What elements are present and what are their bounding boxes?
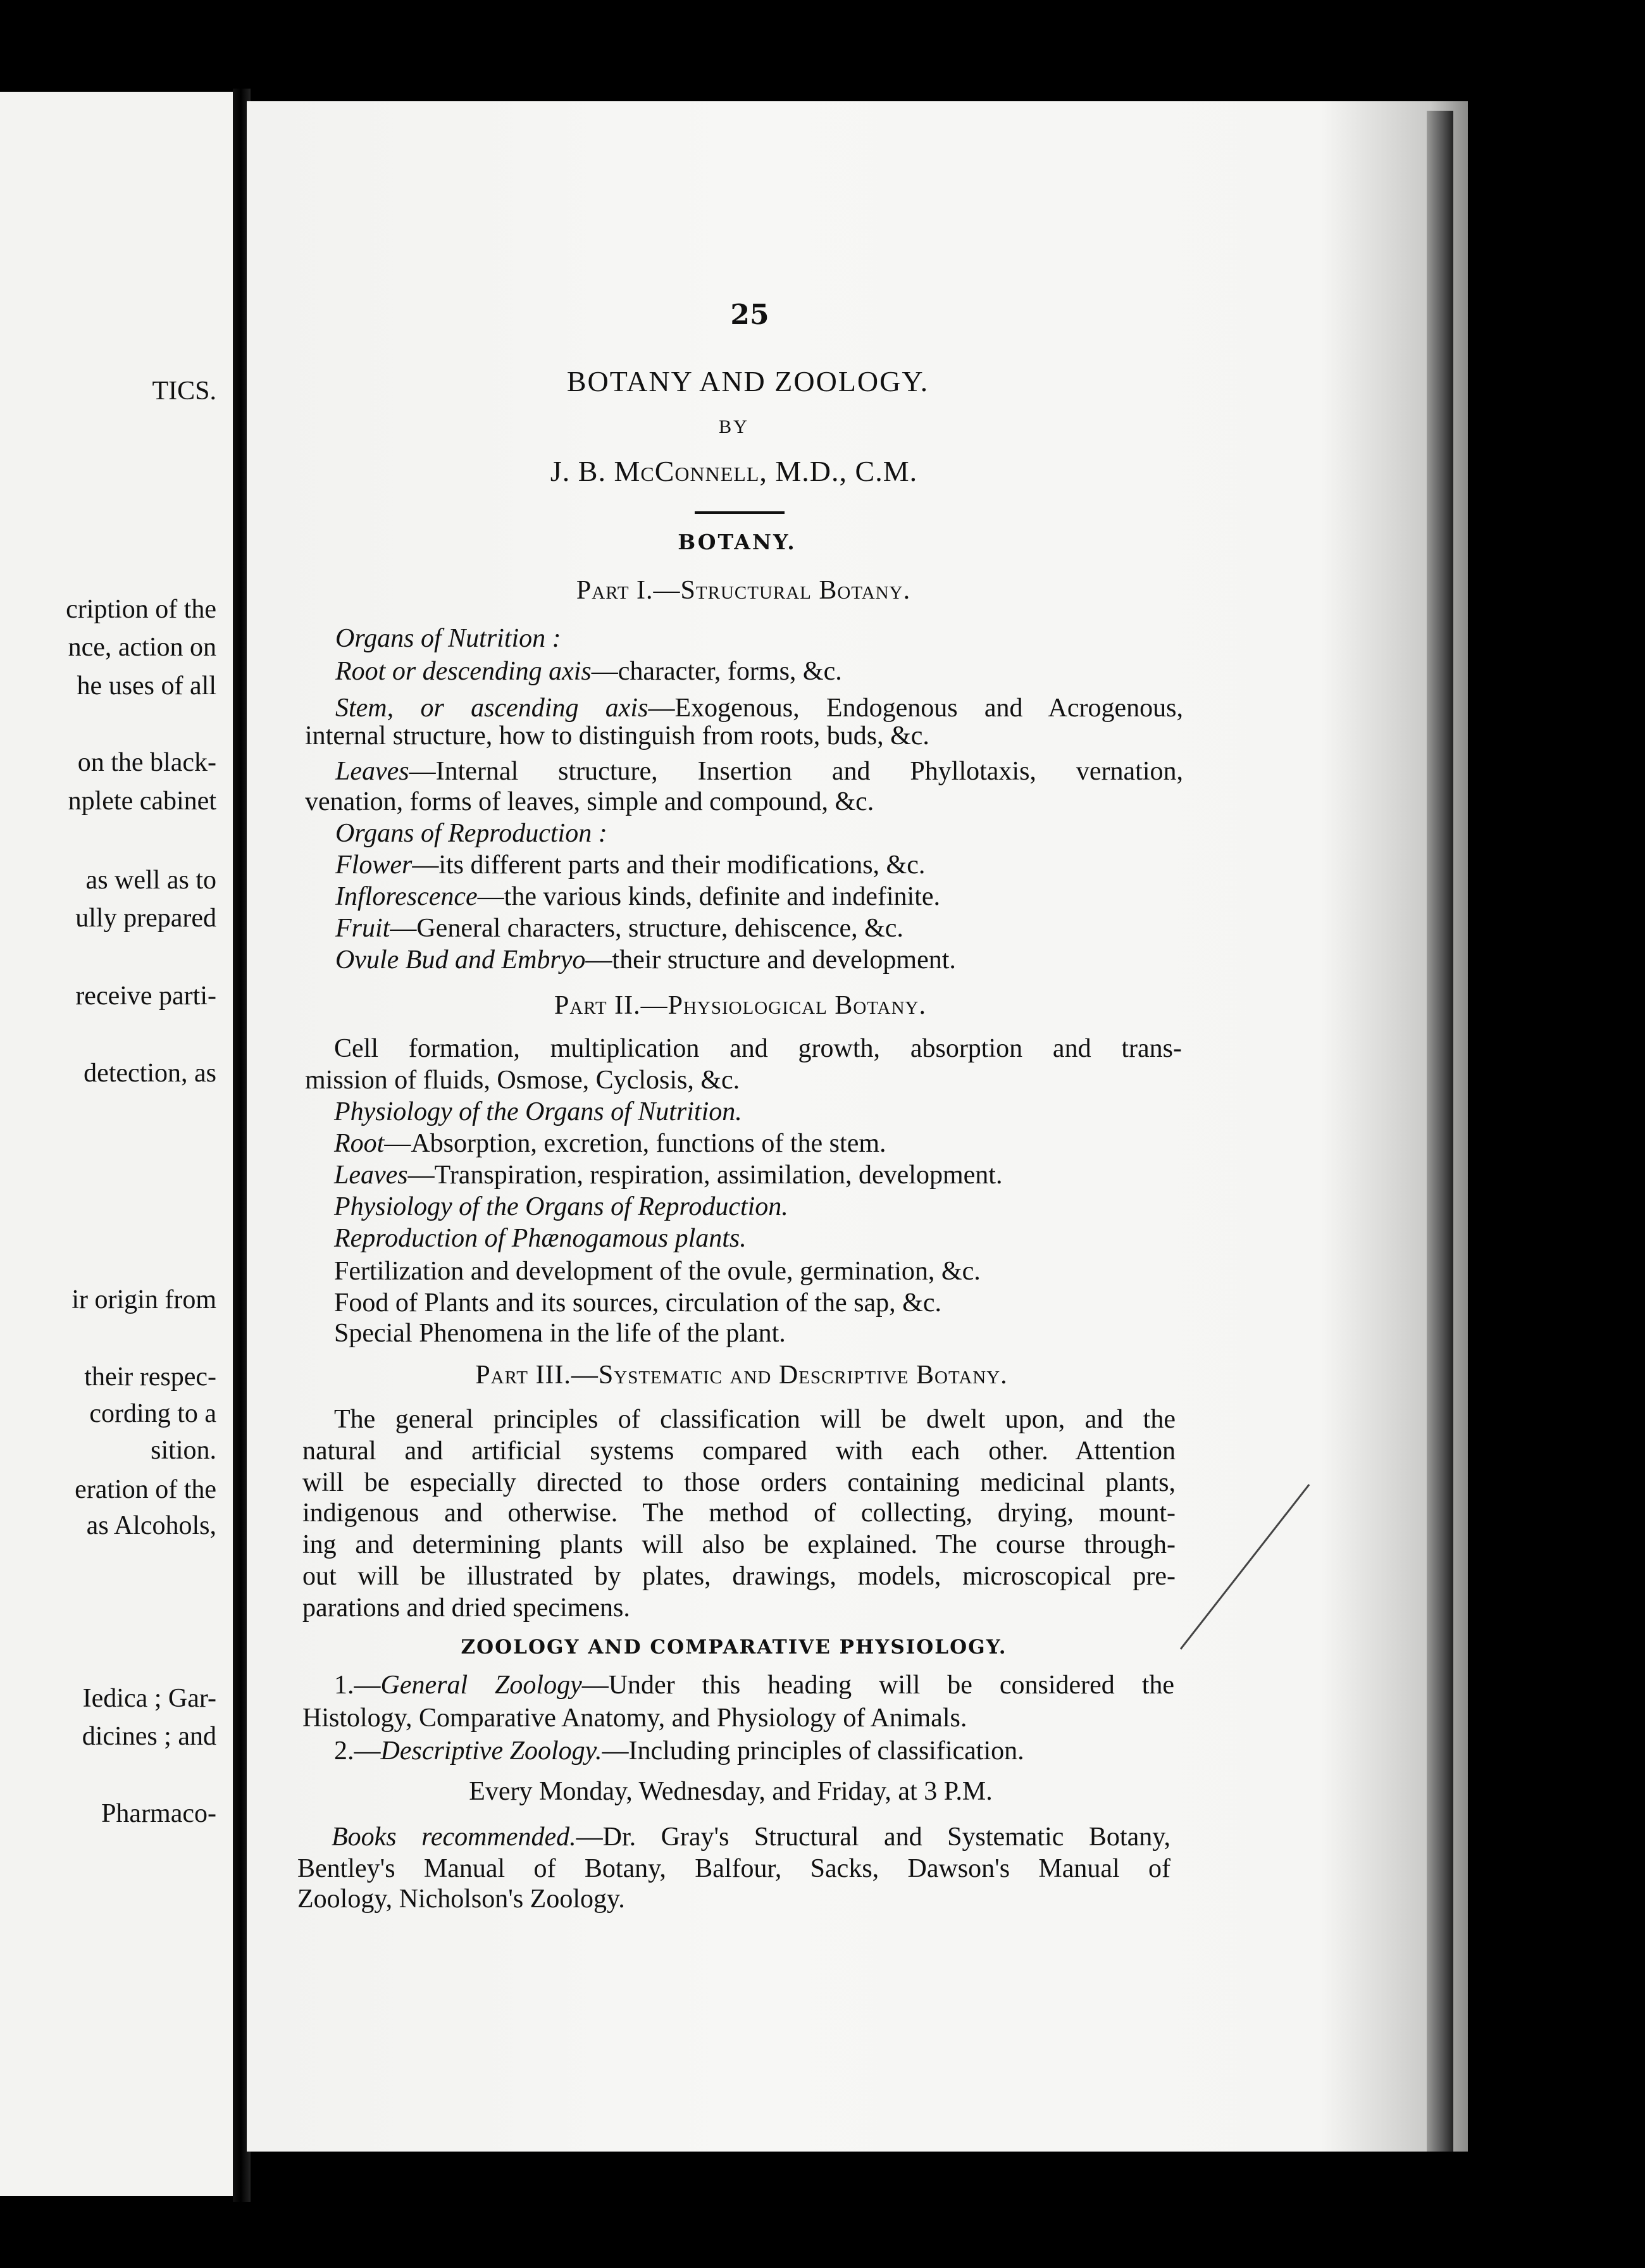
part-2-line	[305, 1067, 740, 1094]
part-3-heading: Part III.—Systematic and Descriptive Botany.	[475, 1361, 1008, 1390]
part-1-heading: Part I.—Structural Botany.	[576, 576, 911, 605]
zoology-text: —Including principles of classification.	[602, 1736, 1024, 1766]
left-page-line: cording to a	[89, 1399, 216, 1428]
part-3-line: The general principles of classification will be dwelt upon, and the	[334, 1405, 1176, 1434]
part-1-term: Root or descending axis	[335, 657, 592, 686]
left-page-line: sition.	[151, 1436, 216, 1465]
left-page-line: cription of the	[66, 595, 216, 624]
part-1-line	[335, 947, 956, 973]
part-2-term: Reproduction of Phænogamous plants.	[334, 1224, 747, 1253]
part-1-line	[335, 852, 925, 878]
part-2-text: Cell formation, multiplication and growth, absorption and trans-	[334, 1034, 1182, 1063]
part-1-line	[335, 883, 940, 910]
left-page-line: Iedica ; Gar-	[82, 1684, 216, 1713]
part-1-line	[335, 758, 1183, 785]
part-1-text: venation, forms of leaves, simple and compound, &c.	[305, 787, 874, 816]
byline-label: BY	[719, 416, 749, 437]
part-2-line	[334, 1320, 786, 1347]
zoology-line	[334, 1672, 1174, 1698]
part-2-line	[334, 1162, 1002, 1188]
part-2-term: Leaves	[334, 1161, 408, 1190]
part-1-term: Fruit	[335, 914, 390, 943]
part-1-text: —its different parts and their modifications, &c.	[412, 850, 926, 880]
part-2-term: Root	[334, 1129, 385, 1158]
zoology-term: Descriptive Zoology.	[380, 1736, 602, 1766]
part-2-term: Physiology of the Organs of Reproduction.	[334, 1192, 788, 1221]
books-line	[332, 1824, 1170, 1850]
part-1-text: —their structure and development.	[585, 945, 956, 975]
author: J. B. McConnell, M.D., C.M.	[550, 455, 918, 487]
part-1-line	[335, 658, 842, 685]
zoology-text: Histology, Comparative Anatomy, and Physiology of Animals.	[302, 1704, 967, 1733]
part-1-text: —Exogenous, Endogenous and Acrogenous,	[648, 694, 1183, 723]
part-1-term: Organs of Reproduction :	[335, 819, 607, 848]
zoology-line	[302, 1705, 967, 1731]
part-1-line	[305, 788, 874, 815]
part-3-line: out will be illustrated by plates, drawings, models, microscopical pre-	[302, 1562, 1176, 1591]
part-2-term: Physiology of the Organs of Nutrition.	[334, 1097, 742, 1126]
left-page-line: eration of the	[75, 1475, 216, 1504]
zoology-text: —Under this heading will be considered the	[581, 1671, 1175, 1700]
part-1-text: —General characters, structure, dehiscence, &c.	[390, 914, 903, 943]
zoology-number: 2.—	[334, 1736, 381, 1766]
left-page-line: ir origin from	[71, 1285, 216, 1314]
part-2-line	[334, 1290, 941, 1316]
part-3-line: indigenous and otherwise. The method of collecting, drying, mount-	[302, 1498, 1176, 1528]
part-2-text: —Transpiration, respiration, assimilation, development.	[407, 1161, 1003, 1190]
left-page-line: dicines ; and	[82, 1722, 216, 1751]
page-number: 25	[730, 299, 769, 331]
part-1-text: internal structure, how to distinguish from roots, buds, &c.	[305, 721, 929, 751]
part-1-term: Inflorescence	[335, 882, 478, 911]
part-2-line	[334, 1225, 747, 1252]
left-page-line: detection, as	[84, 1059, 216, 1088]
left-page-line: Pharmaco-	[101, 1799, 216, 1828]
part-2-text: Food of Plants and its sources, circulation of the sap, &c.	[334, 1288, 941, 1318]
part-1-text: —the various kinds, definite and indefinite.	[477, 882, 941, 911]
books-line: Zoology, Nicholson's Zoology.	[297, 1885, 625, 1914]
part-1-term: Leaves	[335, 757, 409, 786]
books-text: —Dr. Gray's Structural and Systematic Botany,	[576, 1822, 1170, 1852]
left-page-line: nce, action on	[68, 633, 216, 662]
part-3-line: natural and artificial systems compared with each other. Attention	[302, 1436, 1176, 1466]
schedule: Every Monday, Wednesday, and Friday, at 3 P.M.	[469, 1777, 993, 1806]
left-page-line: ully prepared	[75, 904, 216, 933]
left-page-line: on the black-	[77, 748, 216, 777]
part-1-text: —character, forms, &c.	[591, 657, 842, 686]
books-label: Books recommended.	[332, 1822, 576, 1852]
left-page-line: nplete cabinet	[68, 787, 216, 816]
left-page-line: as Alcohols,	[86, 1511, 216, 1540]
part-1-line	[335, 625, 561, 652]
part-2-line	[334, 1099, 742, 1125]
part-3-line: ing and determining plants will also be explained. The course through-	[302, 1530, 1176, 1559]
part-2-line	[334, 1130, 886, 1157]
part-1-term: Organs of Nutrition :	[335, 624, 561, 653]
zoology-number: 1.—	[334, 1671, 381, 1700]
books-line: Bentley's Manual of Botany, Balfour, Sacks, Dawson's Manual of	[297, 1854, 1170, 1883]
part-2-text: —Absorption, excretion, functions of the stem.	[384, 1129, 886, 1158]
left-page-line: their respec-	[84, 1362, 216, 1392]
zoology-term: General Zoology	[380, 1671, 582, 1700]
part-1-line	[335, 915, 903, 942]
part-2-text: Fertilization and development of the ovule, germination, &c.	[334, 1257, 981, 1286]
part-1-text: —Internal structure, Insertion and Phyllotaxis, vernation,	[409, 757, 1183, 786]
part-1-line	[335, 695, 1183, 721]
part-1-line	[335, 820, 607, 847]
part-3-line: parations and dried specimens.	[302, 1593, 630, 1623]
title-rule	[695, 511, 785, 514]
part-1-term: Flower	[335, 850, 413, 880]
part-1-term: Stem, or ascending axis	[335, 694, 649, 723]
part-1-line	[305, 723, 929, 749]
part-3-line: will be especially directed to those orders containing medicinal plants,	[302, 1468, 1176, 1497]
left-page-line: he uses of all	[77, 671, 216, 701]
left-page-line: TICS.	[152, 377, 216, 406]
part-2-line	[334, 1193, 788, 1220]
botany-heading: BOTANY.	[678, 530, 797, 554]
zoology-line	[334, 1738, 1024, 1764]
part-1-term: Ovule Bud and Embryo	[335, 945, 586, 975]
zoology-heading: ZOOLOGY AND COMPARATIVE PHYSIOLOGY.	[461, 1636, 1007, 1659]
left-page-line: as well as to	[85, 866, 216, 895]
part-2-heading: Part II.—Physiological Botany.	[554, 991, 926, 1020]
part-2-line	[334, 1035, 1182, 1062]
part-2-text: mission of fluids, Osmose, Cyclosis, &c.	[305, 1066, 740, 1095]
left-page-line: receive parti-	[75, 981, 216, 1011]
page-title: BOTANY AND ZOOLOGY.	[566, 365, 929, 397]
part-2-line	[334, 1258, 981, 1285]
part-2-text: Special Phenomena in the life of the plant.	[334, 1319, 786, 1348]
